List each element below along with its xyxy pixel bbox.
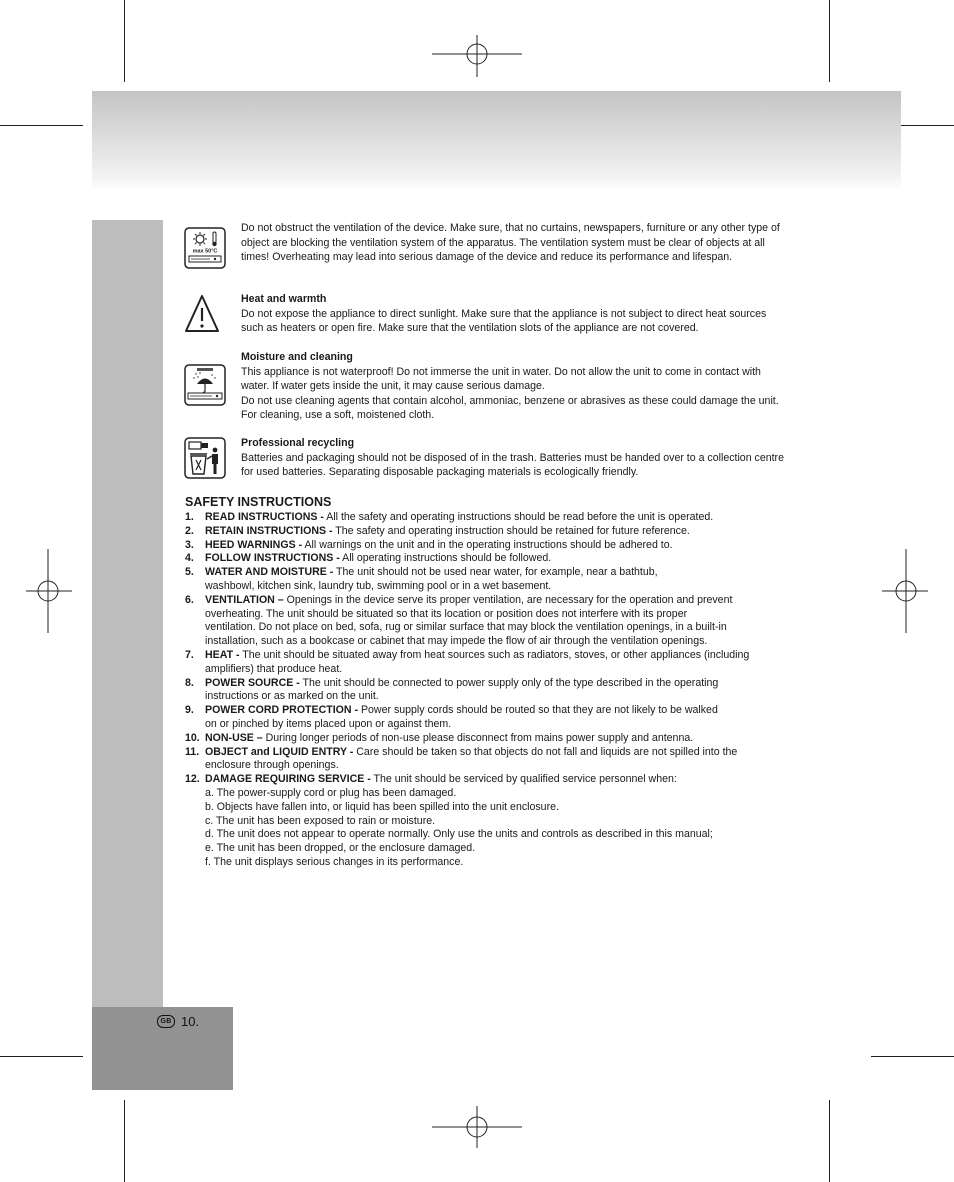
safety-item: [185, 552, 750, 566]
item-text: The unit should be connected to power supply only of the type described in the operating instructions or as marked on the unit.: [205, 676, 719, 703]
crop-mark: [829, 0, 830, 82]
item-text: The unit should be serviced by qualified service personnel when:: [370, 773, 677, 786]
moisture-title: Moisture and cleaning: [241, 351, 353, 363]
item-text: Care should be taken so that objects do not fall and liquids are not spilled into the enclosure through openings.: [205, 745, 738, 772]
item-key: OBJECT and LIQUID ENTRY -: [205, 745, 354, 758]
header-band: [92, 91, 901, 191]
safety-item: [185, 539, 750, 553]
item-text: The unit should not be used near water, for example, near a bathtub, washbowl, kitchen sink, laundry tub, swimming pool or in a wet basement.: [205, 566, 658, 592]
item-text: Openings in the device serve its proper ventilation, are necessary for the operation and prevent overheating. The unit should be situated so that its location or position does not interfere with its proper ventilation. Do not place on bed, sofa, rug or similar surface that may block the ventilation openings, in a built-in installation, such as a bookcase or cabinet that may impede the flow of air through the ventilation openings.: [205, 593, 733, 648]
warning-triangle-icon: [184, 294, 220, 334]
safety-item: [185, 704, 750, 732]
item-key: HEED WARNINGS -: [205, 538, 303, 551]
service-condition: f. The unit displays serious changes in its performance.: [205, 855, 464, 868]
service-condition: c. The unit has been exposed to rain or moisture.: [205, 814, 436, 827]
safety-instructions: [185, 494, 750, 870]
service-condition: e. The unit has been dropped, or the enclosure damaged.: [205, 842, 476, 855]
crop-mark: [124, 0, 125, 82]
item-key: HEAT -: [205, 648, 240, 661]
registration-mark-icon: [26, 549, 72, 633]
safety-item: [185, 746, 750, 774]
heat-text: Do not expose the appliance to direct sunlight. Make sure that the appliance is not subject to direct heat sources such as heaters or open fire. Make sure that the ventilation slots of the appliance are not covered.: [241, 307, 767, 334]
safety-item: [185, 677, 750, 705]
item-key: DAMAGE REQUIRING SERVICE -: [205, 773, 371, 786]
safety-item: [185, 732, 750, 746]
page-number: 10.: [181, 1014, 200, 1029]
ventilation-icon: [184, 227, 226, 269]
item-text: The safety and operating instruction should be retained for future reference.: [332, 524, 690, 537]
recycling-block: [241, 436, 786, 480]
heat-block: [241, 292, 786, 336]
item-key: VENTILATION –: [205, 593, 284, 606]
registration-mark-icon: [432, 35, 522, 77]
crop-mark: [124, 1100, 125, 1182]
item-text: All warnings on the unit and in the operating instructions should be adhered to.: [302, 538, 673, 551]
item-text: All operating instructions should be followed.: [339, 552, 552, 565]
service-condition: b. Objects have fallen into, or liquid has been spilled into the unit enclosure.: [205, 800, 559, 813]
safety-item: [185, 773, 750, 787]
crop-mark: [829, 1100, 830, 1182]
recycling-bin-icon: [184, 437, 226, 479]
crop-mark: [0, 125, 83, 126]
item-key: FOLLOW INSTRUCTIONS -: [205, 552, 340, 565]
item-number: 8.: [185, 676, 194, 689]
service-condition: a. The power-supply cord or plug has been damaged.: [205, 786, 457, 799]
heat-title: Heat and warmth: [241, 293, 327, 305]
service-condition: d. The unit does not appear to operate normally. Only use the units and controls as described in this manual;: [205, 828, 713, 841]
item-number: 4.: [185, 552, 194, 565]
recycling-title: Professional recycling: [241, 437, 355, 449]
item-number: 6.: [185, 593, 194, 606]
moisture-text-2: Do not use cleaning agents that contain alcohol, ammoniac, benzene or abrasives as these could damage the unit. For cleaning, use a soft, moistened cloth.: [241, 394, 779, 421]
moisture-text-1: This appliance is not waterproof! Do not immerse the unit in water. Do not allow the unit to come in contact with water. If water gets inside the unit, it may cause serious damage.: [241, 365, 761, 392]
ventilation-icon-label: max 50°C: [192, 248, 218, 255]
safety-item: [185, 511, 750, 525]
item-text: The unit should be situated away from heat sources such as radiators, stoves, or other appliances (including amplifiers) that produce heat.: [205, 648, 750, 675]
safety-item: [185, 525, 750, 539]
item-key: POWER SOURCE -: [205, 676, 300, 689]
moisture-umbrella-icon: [184, 364, 226, 406]
item-number: 9.: [185, 704, 194, 717]
crop-mark: [0, 1056, 83, 1057]
recycling-text: Batteries and packaging should not be disposed of in the trash. Batteries must be handed over to a collection centre for used batteries. Separating disposable packaging materials is ecologically friendly.: [241, 451, 784, 478]
item-text: All the safety and operating instructions should be read before the unit is operated.: [323, 511, 714, 523]
item-number: 5.: [185, 566, 194, 579]
side-bar: [92, 220, 163, 1008]
ventilation-text: Do not obstruct the ventilation of the device. Make sure, that no curtains, newspapers, furniture or any other type of object are blocking the ventilation system of the apparatus. The ventilation system must be clear of objects at all times! Overheating may lead into serious damage of the device and reduce its performance and lifespan.: [241, 222, 780, 263]
safety-item: [185, 649, 750, 677]
item-number: 11.: [185, 745, 200, 758]
item-key: NON-USE –: [205, 731, 263, 744]
item-key: WATER AND MOISTURE -: [205, 566, 334, 579]
item-key: RETAIN INSTRUCTIONS -: [205, 524, 333, 537]
moisture-block: [241, 350, 786, 423]
item-text: During longer periods of non-use please disconnect from mains power supply and antenna.: [262, 731, 694, 744]
item-number: 12.: [185, 773, 200, 786]
item-number: 10.: [185, 731, 200, 744]
item-number: 7.: [185, 648, 194, 661]
item-text: Power supply cords should be routed so that they are not likely to be walked on or pinched by items placed upon or against them.: [205, 704, 718, 730]
item-number: 1.: [185, 511, 194, 523]
registration-mark-icon: [432, 1106, 522, 1148]
item-key: READ INSTRUCTIONS -: [205, 511, 324, 523]
item-number: 2.: [185, 524, 194, 537]
safety-item: [185, 594, 750, 649]
item-number: 3.: [185, 538, 194, 551]
crop-mark: [871, 1056, 954, 1057]
safety-heading: SAFETY INSTRUCTIONS: [185, 495, 332, 509]
page-number-area: [157, 1014, 199, 1029]
item-key: POWER CORD PROTECTION -: [205, 704, 359, 717]
registration-mark-icon: [882, 549, 928, 633]
language-badge: GB: [157, 1015, 175, 1028]
safety-item: [185, 566, 750, 594]
ventilation-block: [241, 221, 786, 265]
